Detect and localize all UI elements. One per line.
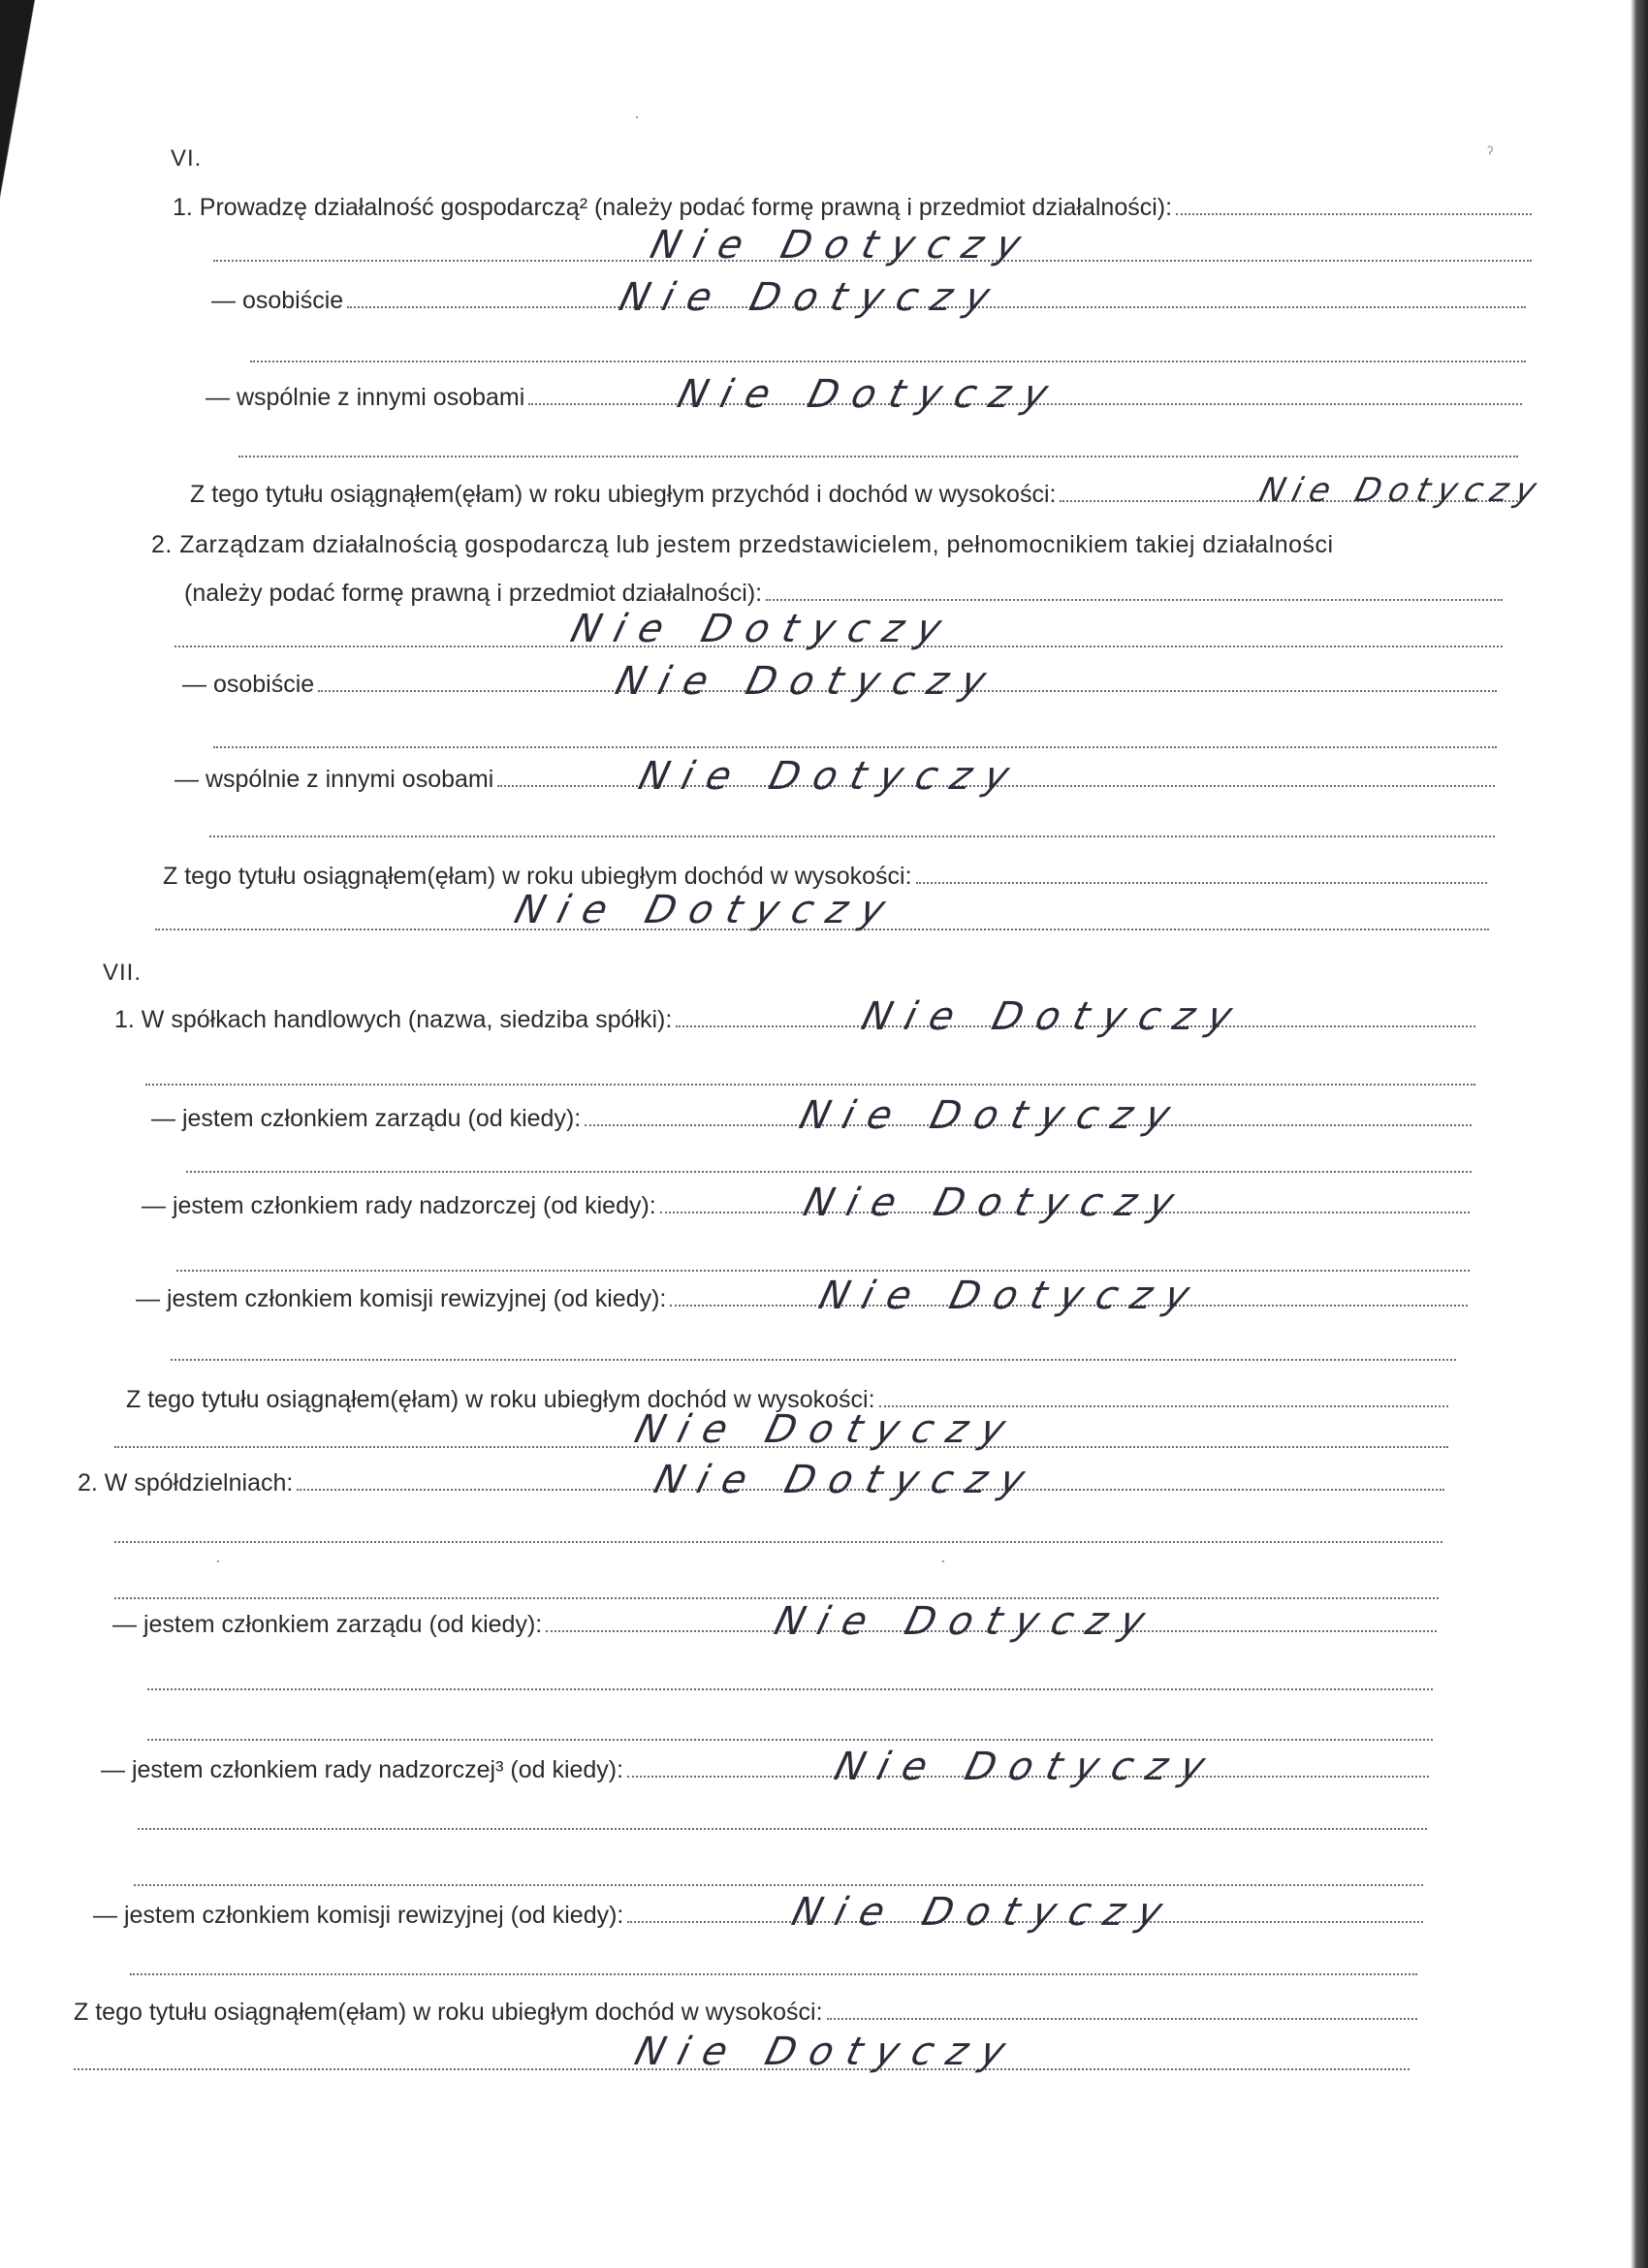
vi-1-joint-answer: Nie Dotyczy bbox=[673, 372, 1066, 417]
vi-2-income-line[interactable] bbox=[916, 861, 1487, 884]
vi-2-joint-answer: Nie Dotyczy bbox=[634, 754, 1028, 799]
vii-2-supervisory-extra-line-1[interactable] bbox=[138, 1828, 1427, 1830]
vii-2-audit-label: — jestem członkiem komisji rewizyjnej (od kiedy): bbox=[93, 1902, 624, 1929]
vii-1-income-answer: Nie Dotyczy bbox=[630, 1407, 1024, 1452]
vii-2-income-row bbox=[74, 1997, 1417, 2030]
vii-2-board-extra-line-1[interactable] bbox=[147, 1688, 1433, 1690]
vii-2-supervisory-answer: Nie Dotyczy bbox=[830, 1745, 1223, 1789]
vi-2-personal-answer: Nie Dotyczy bbox=[611, 659, 1004, 704]
vii-1-supervisory-label: — jestem członkiem rady nadzorczej (od kiedy): bbox=[142, 1192, 656, 1219]
vii-1-audit-row bbox=[136, 1283, 1468, 1316]
vii-2-board-answer: Nie Dotyczy bbox=[770, 1599, 1163, 1644]
section-vii-heading: VII. bbox=[103, 960, 143, 986]
vii-2-audit-answer: Nie Dotyczy bbox=[787, 1890, 1181, 1935]
vi-1-personal-answer: Nie Dotyczy bbox=[615, 275, 1008, 320]
vi-2-income-label: Z tego tytułu osiągnąłem(ęłam) w roku ubiegłym dochód w wysokości: bbox=[163, 863, 912, 890]
vii-2-income-answer: Nie Dotyczy bbox=[630, 2030, 1024, 2074]
vii-2-board-extra-line-2[interactable] bbox=[147, 1739, 1433, 1741]
vi-1-income-label: Z tego tytułu osiągnąłem(ęłam) w roku ubiegłym przychód i dochód w wysokości: bbox=[190, 481, 1057, 508]
vii-2-audit-row bbox=[93, 1900, 1423, 1933]
vii-1-supervisory-extra-line[interactable] bbox=[176, 1270, 1470, 1272]
scan-speck: · bbox=[940, 1551, 946, 1570]
vi-1-handwritten-answer: Nie Dotyczy bbox=[646, 223, 1039, 268]
vi-2-dotted-line[interactable] bbox=[766, 578, 1503, 601]
vi-2-label-row-2 bbox=[184, 578, 1503, 611]
vii-1-audit-label: — jestem członkiem komisji rewizyjnej (od kiedy): bbox=[136, 1285, 667, 1312]
vi-1-personal-extra-line[interactable] bbox=[250, 361, 1526, 362]
vii-1-audit-answer: Nie Dotyczy bbox=[814, 1274, 1208, 1318]
vi-2-label-line2: (należy podać formę prawną i przedmiot działalności): bbox=[184, 580, 763, 607]
vi-1-label-row bbox=[173, 192, 1532, 225]
vii-2-supervisory-row bbox=[101, 1754, 1429, 1787]
vii-1-board-extra-line[interactable] bbox=[186, 1171, 1472, 1173]
vii-1-label: 1. W spółkach handlowych (nazwa, siedziba spółki): bbox=[114, 1006, 673, 1033]
vi-2-handwritten-answer: Nie Dotyczy bbox=[566, 607, 960, 651]
vi-1-income-answer: Nie Dotyczy bbox=[1255, 471, 1548, 510]
vi-1-personal-label: — osobiście bbox=[211, 287, 344, 314]
vii-2-income-label: Z tego tytułu osiągnąłem(ęłam) w roku ubiegłym dochód w wysokości: bbox=[74, 1999, 823, 2026]
vi-2-joint-label: — wspólnie z innymi osobami bbox=[174, 766, 494, 793]
vii-2-extra-line-2[interactable] bbox=[114, 1597, 1439, 1599]
vi-2-income-answer: Nie Dotyczy bbox=[510, 888, 903, 932]
vi-1-dotted-line[interactable] bbox=[1176, 192, 1532, 215]
vii-2-extra-line-1[interactable] bbox=[114, 1541, 1442, 1543]
vii-2-label: 2. W spółdzielniach: bbox=[78, 1469, 294, 1496]
vii-1-handwritten-answer: Nie Dotyczy bbox=[857, 994, 1251, 1039]
scan-speck: ˀ bbox=[1487, 143, 1494, 163]
vi-2-label-line1: 2. Zarządzam działalnością gospodarczą lub jestem przedstawicielem, pełnomocnikiem takiej działalności bbox=[151, 531, 1334, 558]
vii-1-audit-extra-line[interactable] bbox=[171, 1359, 1456, 1361]
vi-2-personal-extra-line[interactable] bbox=[213, 746, 1497, 748]
vii-2-handwritten-answer: Nie Dotyczy bbox=[650, 1458, 1043, 1502]
vii-2-supervisory-label: — jestem członkiem rady nadzorczej³ (od kiedy): bbox=[101, 1756, 624, 1783]
vi-2-personal-label: — osobiście bbox=[182, 671, 315, 698]
vii-2-supervisory-extra-line-2[interactable] bbox=[134, 1884, 1423, 1886]
vi-2-label-row-1 bbox=[151, 531, 1518, 564]
scan-speck: · bbox=[215, 1551, 221, 1570]
vi-1-label: 1. Prowadzę działalność gospodarczą² (należy podać formę prawną i przedmiot działalności): bbox=[173, 194, 1173, 221]
vii-1-income-line[interactable] bbox=[879, 1384, 1448, 1407]
vi-2-joint-extra-line[interactable] bbox=[209, 835, 1495, 837]
vii-2-audit-extra-line[interactable] bbox=[130, 1973, 1417, 1975]
vii-1-extra-line[interactable] bbox=[145, 1084, 1475, 1086]
scan-speck: · bbox=[634, 107, 640, 126]
vii-1-income-label: Z tego tytułu osiągnąłem(ęłam) w roku ubiegłym dochód w wysokości: bbox=[126, 1386, 875, 1413]
vii-1-board-answer: Nie Dotyczy bbox=[795, 1093, 1188, 1138]
vii-1-label-row bbox=[114, 1004, 1475, 1037]
section-vi-heading: VI. bbox=[171, 145, 203, 172]
vi-1-joint-extra-line[interactable] bbox=[238, 456, 1518, 457]
vii-2-board-label: — jestem członkiem zarządu (od kiedy): bbox=[112, 1611, 543, 1638]
vii-1-board-label: — jestem członkiem zarządu (od kiedy): bbox=[151, 1105, 582, 1132]
vi-1-joint-label: — wspólnie z innymi osobami bbox=[206, 384, 525, 411]
vii-2-income-line[interactable] bbox=[827, 1997, 1417, 2020]
vii-1-supervisory-answer: Nie Dotyczy bbox=[799, 1181, 1192, 1225]
